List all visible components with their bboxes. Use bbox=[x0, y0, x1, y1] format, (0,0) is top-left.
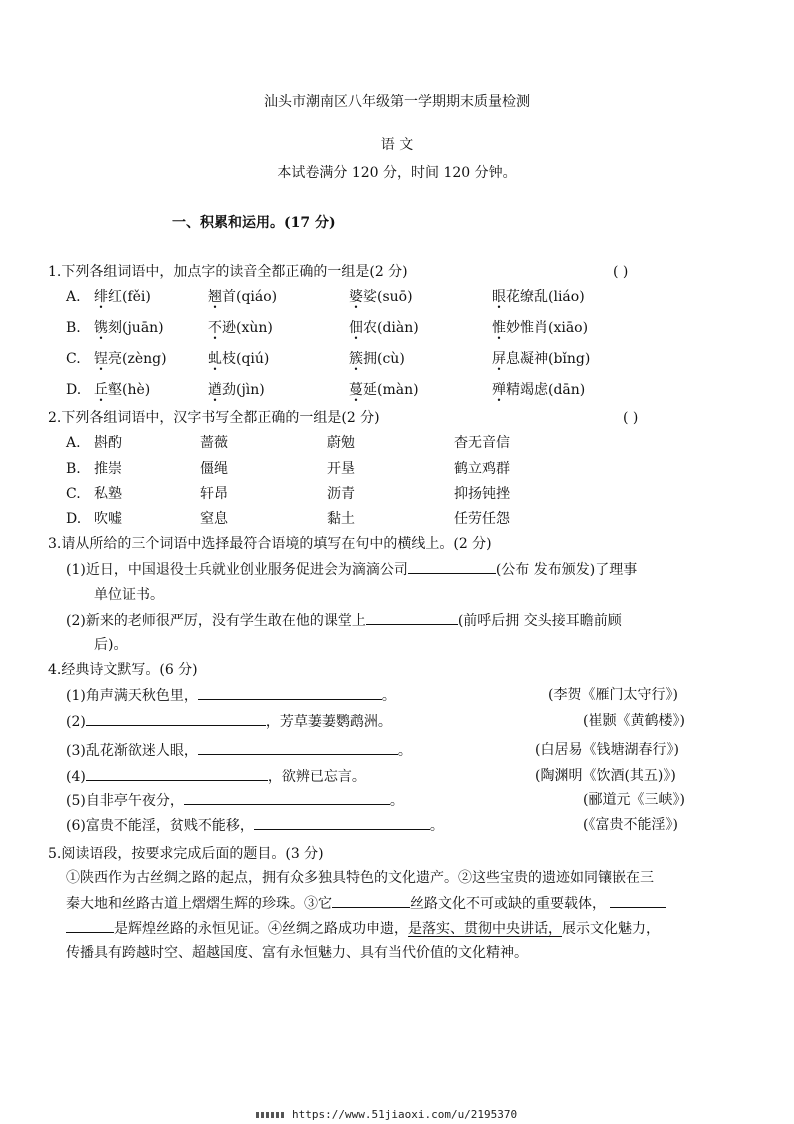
q1-option-word bbox=[94, 318, 164, 338]
q5-paragraph-line-3 bbox=[66, 918, 660, 939]
q2-option-label: D. bbox=[66, 511, 82, 527]
q2-option-label: C. bbox=[66, 486, 81, 502]
q4-blank[interactable] bbox=[86, 766, 268, 781]
q2-option-word: 斟酌 bbox=[94, 435, 122, 451]
q1-option-word bbox=[492, 349, 590, 369]
q5-p2-text-b: 丝路文化不可或缺的重要载体， bbox=[410, 896, 606, 912]
q1-option-label: B. bbox=[66, 320, 81, 336]
q2-option-word: 任劳任怨 bbox=[454, 511, 510, 527]
q2-option-word: 私塾 bbox=[94, 486, 122, 502]
q2-option-word: 窒息 bbox=[200, 511, 228, 527]
q5-blank-2a[interactable] bbox=[610, 893, 666, 908]
emphasis-dot-char: 锃 bbox=[94, 351, 108, 367]
emphasis-dot-char: 丘 bbox=[94, 382, 108, 398]
section-heading: 一、积累和运用。(17 分) bbox=[172, 215, 336, 231]
q4-line-suffix: 。 bbox=[429, 818, 444, 834]
q4-blank[interactable] bbox=[86, 711, 266, 726]
q3-blank-1[interactable] bbox=[408, 559, 496, 574]
q5-paragraph-line-1: ①陕西作为古丝绸之路的起点，拥有众多独具特色的文化遗产。②这些宝贵的遗迹如同镶嵌在三 bbox=[66, 870, 654, 886]
q5-paragraph-line-2 bbox=[66, 893, 666, 914]
q4-line bbox=[66, 711, 392, 732]
q2-option-label: B. bbox=[66, 461, 81, 477]
q2-option-word: 杳无音信 bbox=[454, 435, 510, 451]
q4-line bbox=[66, 740, 412, 761]
q1-option-label: A. bbox=[66, 289, 81, 305]
q2-option-word: 僵绳 bbox=[200, 461, 228, 477]
q1-option-word bbox=[208, 380, 265, 400]
exam-title: 汕头市潮南区八年级第一学期期末质量检测 bbox=[264, 94, 530, 110]
word-rest: 逊(xùn) bbox=[222, 320, 273, 336]
q2-option-word: 抑扬钝挫 bbox=[454, 486, 510, 502]
q1-option-word bbox=[349, 380, 419, 400]
q4-source: (李贺《雁门太守行》) bbox=[548, 687, 678, 703]
q3-sentence-1 bbox=[66, 559, 637, 580]
q4-line bbox=[66, 790, 404, 811]
word-rest: 劲(jìn) bbox=[222, 382, 265, 398]
word-rest: 娑(suō) bbox=[363, 289, 413, 305]
q5-underlined-phrase: 是落实、贯彻中央讲话， bbox=[408, 921, 562, 937]
q1-option-word bbox=[349, 318, 419, 338]
q1-option-word bbox=[94, 380, 150, 400]
word-rest: 息凝神(bǐng) bbox=[506, 351, 591, 367]
q1-option-label: C. bbox=[66, 351, 81, 367]
q3-s1-text: (1)近日，中国退役士兵就业创业服务促进会为滴滴公司 bbox=[66, 562, 408, 578]
q2-option-word: 蔷薇 bbox=[200, 435, 228, 451]
q1-option-word bbox=[94, 349, 167, 369]
emphasis-dot-char: 簇 bbox=[349, 351, 363, 367]
q4-line-prefix: (5)自非亭午夜分， bbox=[66, 793, 184, 809]
q4-source: (郦道元《三峡》) bbox=[583, 792, 685, 808]
emphasis-dot-char: 屏 bbox=[492, 351, 506, 367]
word-rest: 花缭乱(liáo) bbox=[506, 289, 585, 305]
q4-line-prefix: (6)富贵不能淫，贫贱不能移， bbox=[66, 818, 254, 834]
emphasis-dot-char: 眼 bbox=[492, 289, 506, 305]
word-rest: 农(diàn) bbox=[363, 320, 419, 336]
q1-option-word bbox=[492, 287, 585, 307]
q2-option-word: 沥青 bbox=[327, 486, 355, 502]
q2-option-word: 鹤立鸡群 bbox=[454, 461, 510, 477]
q4-line bbox=[66, 766, 366, 787]
q4-line-prefix: (2) bbox=[66, 714, 86, 730]
word-rest: 拥(cù) bbox=[363, 351, 405, 367]
q1-option-label: D. bbox=[66, 382, 82, 398]
exam-info: 本试卷满分 120 分，时间 120 分钟。 bbox=[277, 165, 517, 181]
q1-stem: 1.下列各组词语中，加点字的读音全都正确的一组是(2 分) bbox=[48, 264, 408, 280]
word-rest: 延(màn) bbox=[363, 382, 419, 398]
q2-option-word: 轩昂 bbox=[200, 486, 228, 502]
footer bbox=[256, 1108, 517, 1121]
emphasis-dot-char: 婆 bbox=[349, 289, 363, 305]
q1-option-word bbox=[349, 349, 405, 369]
word-rest: 壑(hè) bbox=[108, 382, 151, 398]
word-rest: 枝(qiú) bbox=[222, 351, 270, 367]
q4-blank[interactable] bbox=[184, 790, 390, 805]
q5-blank-1[interactable] bbox=[332, 893, 410, 908]
q1-option-word bbox=[208, 318, 273, 338]
q4-blank[interactable] bbox=[198, 740, 398, 755]
subject-label: 语 文 bbox=[380, 137, 414, 153]
q1-option-word bbox=[492, 380, 585, 400]
q2-option-word: 推崇 bbox=[94, 461, 122, 477]
q4-line-prefix: (3)乱花渐欲迷人眼， bbox=[66, 743, 198, 759]
q4-stem: 4.经典诗文默写。(6 分) bbox=[48, 662, 198, 678]
q1-option-word bbox=[94, 287, 151, 307]
watermark-logo-icon bbox=[256, 1112, 284, 1118]
q5-p3-text: 是辉煌丝路的永恒见证。④丝绸之路成功申遗， bbox=[114, 921, 408, 937]
q2-stem: 2.下列各组词语中，汉字书写全都正确的一组是(2 分) bbox=[48, 410, 380, 426]
emphasis-dot-char: 遒 bbox=[208, 382, 222, 398]
q4-source: (白居易《钱塘湖春行》) bbox=[535, 742, 679, 758]
word-rest: 亮(zèng) bbox=[108, 351, 167, 367]
q5-blank-2b[interactable] bbox=[66, 918, 114, 933]
q4-line-suffix: ，芳草萋萋鹦鹉洲。 bbox=[265, 714, 392, 730]
q5-paragraph-line-4: 传播具有跨越时空、超越国度、富有永恒魅力、具有当代价值的文化精神。 bbox=[66, 945, 528, 961]
q4-line-suffix: 。 bbox=[389, 793, 404, 809]
emphasis-dot-char: 虬 bbox=[208, 351, 222, 367]
q2-answer-bracket[interactable]: ( ) bbox=[623, 410, 639, 426]
q3-s1-options: (公布 发布颁发)了理事 bbox=[495, 562, 638, 578]
q5-p2-text: 秦大地和丝路古道上熠熠生辉的珍珠。③它 bbox=[66, 896, 332, 912]
q4-line-suffix: 。 bbox=[397, 743, 412, 759]
q4-blank[interactable] bbox=[254, 815, 430, 830]
q3-s2-continued: 后)。 bbox=[94, 637, 128, 653]
q4-line-prefix: (4) bbox=[66, 769, 86, 785]
q1-option-word bbox=[208, 349, 269, 369]
q4-line bbox=[66, 815, 444, 836]
q3-s2-text: (2)新来的老师很严厉，没有学生敢在他的课堂上 bbox=[66, 613, 366, 629]
emphasis-dot-char: 镌 bbox=[94, 320, 108, 336]
footer-url[interactable]: https://www.51jiaoxi.com/u/2195370 bbox=[292, 1108, 518, 1121]
word-rest: 首(qiáo) bbox=[222, 289, 278, 305]
q2-option-label: A. bbox=[66, 435, 81, 451]
q3-sentence-2 bbox=[66, 610, 622, 631]
emphasis-dot-char: 绯 bbox=[94, 289, 108, 305]
q2-option-word: 吹嘘 bbox=[94, 511, 122, 527]
q1-option-word bbox=[208, 287, 277, 307]
q4-line-suffix: 。 bbox=[381, 688, 396, 704]
q4-source: (《富贵不能淫》) bbox=[583, 817, 678, 833]
q2-option-word: 开垦 bbox=[327, 461, 355, 477]
q1-answer-bracket[interactable]: ( ) bbox=[613, 264, 629, 280]
q4-source: (陶渊明《饮酒(其五)》) bbox=[535, 768, 676, 784]
word-rest: 妙惟肖(xiāo) bbox=[506, 320, 589, 336]
q3-stem: 3.请从所给的三个词语中选择最符合语境的填写在句中的横线上。(2 分) bbox=[48, 536, 492, 552]
q4-line-suffix: ，欲辨已忘言。 bbox=[267, 769, 366, 785]
word-rest: 红(fěi) bbox=[108, 289, 151, 305]
q4-line-prefix: (1)角声满天秋色里， bbox=[66, 688, 198, 704]
emphasis-dot-char: 佃 bbox=[349, 320, 363, 336]
q5-stem: 5.阅读语段，按要求完成后面的题目。(3 分) bbox=[48, 846, 324, 862]
emphasis-dot-char: 惟 bbox=[492, 320, 506, 336]
emphasis-dot-char: 殚 bbox=[492, 382, 506, 398]
q2-option-word: 蔚勉 bbox=[327, 435, 355, 451]
word-rest: 刻(juān) bbox=[108, 320, 164, 336]
q4-blank[interactable] bbox=[198, 685, 382, 700]
q4-line bbox=[66, 685, 396, 706]
emphasis-dot-char: 翘 bbox=[208, 289, 222, 305]
q1-option-word bbox=[492, 318, 588, 338]
q2-option-word: 黏土 bbox=[327, 511, 355, 527]
q5-p3-text-b: 展示文化魅力， bbox=[562, 921, 660, 937]
emphasis-dot-char: 蔓 bbox=[349, 382, 363, 398]
q3-s2-options: (前呼后拥 交头接耳瞻前顾 bbox=[457, 613, 622, 629]
word-rest: 精竭虑(dān) bbox=[506, 382, 586, 398]
q3-blank-2[interactable] bbox=[366, 610, 458, 625]
q1-option-word bbox=[349, 287, 413, 307]
emphasis-dot-char: 不 bbox=[208, 320, 222, 336]
q3-s1-continued: 单位证书。 bbox=[94, 587, 164, 603]
q4-source: (崔颢《黄鹤楼》) bbox=[583, 713, 685, 729]
